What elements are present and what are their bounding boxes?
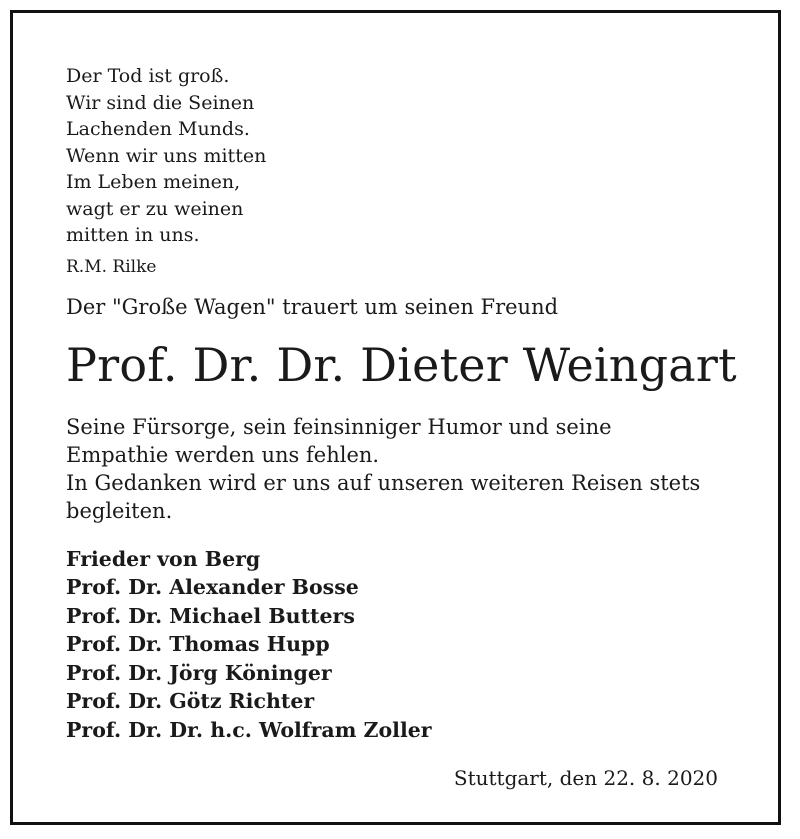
tribute-line: Empathie werden uns fehlen. xyxy=(66,442,380,467)
signers-list xyxy=(66,545,756,745)
poem-line: Lachenden Munds. xyxy=(66,118,250,140)
signer-name: Prof. Dr. Michael Butters xyxy=(66,603,355,628)
tribute-line: In Gedanken wird er uns auf unseren weiteren Reisen stets xyxy=(66,470,701,495)
signer-name: Prof. Dr. Dr. h.c. Wolfram Zoller xyxy=(66,717,432,742)
obituary-content xyxy=(66,63,756,744)
poem-author: R.M. Rilke xyxy=(66,256,157,277)
tribute-line: Seine Fürsorge, sein feinsinniger Humor und seine xyxy=(66,414,612,439)
signer-name: Prof. Dr. Thomas Hupp xyxy=(66,632,330,656)
place-date: Stuttgart, den 22. 8. 2020 xyxy=(453,766,718,790)
poem xyxy=(66,63,756,279)
signer-name: Prof. Dr. Jörg Köninger xyxy=(66,660,332,685)
poem-line: mitten in uns. xyxy=(66,224,200,246)
poem-line: Wir sind die Seinen xyxy=(66,91,255,114)
obituary-frame xyxy=(10,10,781,825)
poem-line: wagt er zu weinen xyxy=(66,197,244,220)
tribute-line: begleiten. xyxy=(66,498,173,523)
signer-name: Frieder von Berg xyxy=(66,546,261,571)
poem-line: Im Leben meinen, xyxy=(66,171,241,193)
poem-line: Der Tod ist groß. xyxy=(66,65,230,87)
poem-line: Wenn wir uns mitten xyxy=(66,144,267,167)
intro-text: Der "Große Wagen" trauert um seinen Freund xyxy=(66,294,559,319)
signer-name: Prof. Dr. Götz Richter xyxy=(66,689,315,713)
signer-name: Prof. Dr. Alexander Bosse xyxy=(66,575,359,599)
deceased-name: Prof. Dr. Dr. Dieter Weingart xyxy=(66,337,737,392)
tribute-text xyxy=(66,413,756,525)
